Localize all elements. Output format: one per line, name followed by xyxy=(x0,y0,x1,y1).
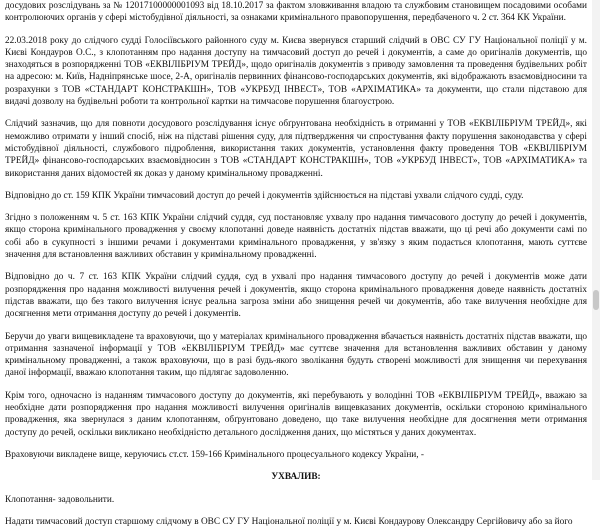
ruling-heading: УХВАЛИВ: xyxy=(271,472,321,483)
paragraph-case-intro: досудових розслідувань за № 12017100000001093 від 18.10.2017 за фактом зловживання владою та службовим становищем посадовими особами контролюючих органів у сфері містобудівної діяльності, за ознаками кримінального правопорушення, передбаченого ч. 2 ст. 364 КК України. xyxy=(5,1,587,24)
paragraph-final-order: Надати тимчасовий доступ старшому слідчому в ОВС СУ ГУ Національної поліції у м. Києві Кондаурову Олександру Сергійовичу або за його xyxy=(5,516,573,527)
paragraph-resolution: Клопотання- задовольнити. xyxy=(5,494,115,505)
paragraph-court-consideration: Беручи до уваги вищевикладене та враховуючи, що у матеріалах кримінального провадження вбачається наявність достатніх підстав вважати, що отримання зазначеної інформації у ТОВ «ЕКВІЛІБРІУМ ТРЕЙД» має суттєве значення для встановлення важливих обставин у даному кримінальному провадженні, а також враховуючи, що в разі будь-якого зволікання будуть створені можливості для знищення чи перехування даної інформації, вважаю клопотання таким, що підлягає задоволенню. xyxy=(5,331,587,379)
paragraph-article-163-part7: Відповідно до ч. 7 ст. 163 КПК України слідчий суддя, суд в ухвалі про надання тимчасового доступу до речей і документів може дати розпорядження про надання можливості вилучення речей і документів, якщо сторона кримінального провадження доведе наявність достатніх підстав вважати, що без такого вилучення існує реальна загроза зміни або знищення речей чи документів, або таке вилучення необхідне для досягнення мети отримання доступу до речей і документів. xyxy=(5,272,587,320)
vertical-scrollbar[interactable] xyxy=(592,0,600,480)
paragraph-investigator-reasoning: Слідчий зазначив, що для повноти досудового розслідування існує обґрунтована необхідність в отриманні у ТОВ «ЕКВІЛІБРІУМ ТРЕЙД», які неможливо отримати у інший спосіб, ніж на підставі рішення суду, для підтвердження чи спростування факту порушення законодавства у сфері містобудівної діяльності, службового підроблення, використання таких документів, установлення факту проведення ТОВ «ЕКВІЛІБРІУМ ТРЕЙД» фінансово-господарських взаємовідносин з ТОВ «СТАНДАРТ КОНСТРАКШН», ТОВ «УКРБУД ІНВЕСТ», ТОВ «АРХІМАТИКА» та використання даних відомостей як доказ у даному кримінальному провадженні. xyxy=(5,119,587,179)
paragraph-article-159: Відповідно до ст. 159 КПК України тимчасовий доступ до речей і документів здійснюється на підставі ухвали слідчого судді, суду. xyxy=(5,190,524,201)
paragraph-article-163-part5: Згідно з положенням ч. 5 ст. 163 КПК України слідчий суддя, суд постановляє ухвалу про надання тимчасового доступу до речей і документів, якщо сторона кримінального провадження у своєму клопотанні доведе наявність достатніх підстав вважати, що ці речі або документи самі по собі або в сукупності з іншими речами і документами кримінального провадження, у зв'язку з яким подається клопотання, мають суттєве значення для встановлення важливих обставин у кримінальному провадженні. xyxy=(5,213,587,261)
document-page xyxy=(5,0,587,528)
paragraph-seizure-order: Крім того, одночасно із наданням тимчасового доступу до документів, які перебувають у володінні ТОВ «ЕКВІЛІБРІУМ ТРЕЙД», вважаю за необхідне дати розпорядження про надання можливості вилучення оригіналів вищевказаних документів, оскільки стороною кримінального провадження, яка звернулася з даним клопотанням, обґрунтовано доведено, що таке вилучення необхідне для досягнення мети отримання доступу до речей, оскільки викликано необхідністю детального дослідження даних, що містяться у даних документах. xyxy=(5,390,587,438)
scrollbar-thumb[interactable] xyxy=(593,290,599,310)
paragraph-motion-filed: 22.03.2018 року до слідчого судді Голосіївського районного суду м. Києва звернувся старший слідчий в ОВС СУ ГУ Національної поліції у м. Києві Кондауров О.С., з клопотанням про надання доступу на тимчасовий доступ до речей і документів, а саме до оригіналів документів, що знаходяться в розпорядженні ТОВ «ЕКВІЛІБРІУМ ТРЕЙД», щодо оригіналів документів з приводу замовлення та проведення будівельних робіт на адресою: м. Київ, Надніпрянське шосе, 2-А, оригіналів первинних фінансово-господарських документів, які відображають взаємовідносини та розрахунки з ТОВ «СТАНДАРТ КОНСТРАКШН», ТОВ «УКРБУД ІНВЕСТ», ТОВ «АРХІМАТИКА» та документи, що стали підставою для видачі дозволу на будівельні роботи та контрольної картки на тимчасове порушення благоустрою. xyxy=(5,35,587,108)
paragraph-legal-basis: Враховуючи викладене вище, керуючись ст.ст. 159-166 Кримінального процесуального кодексу України, - xyxy=(5,449,425,460)
